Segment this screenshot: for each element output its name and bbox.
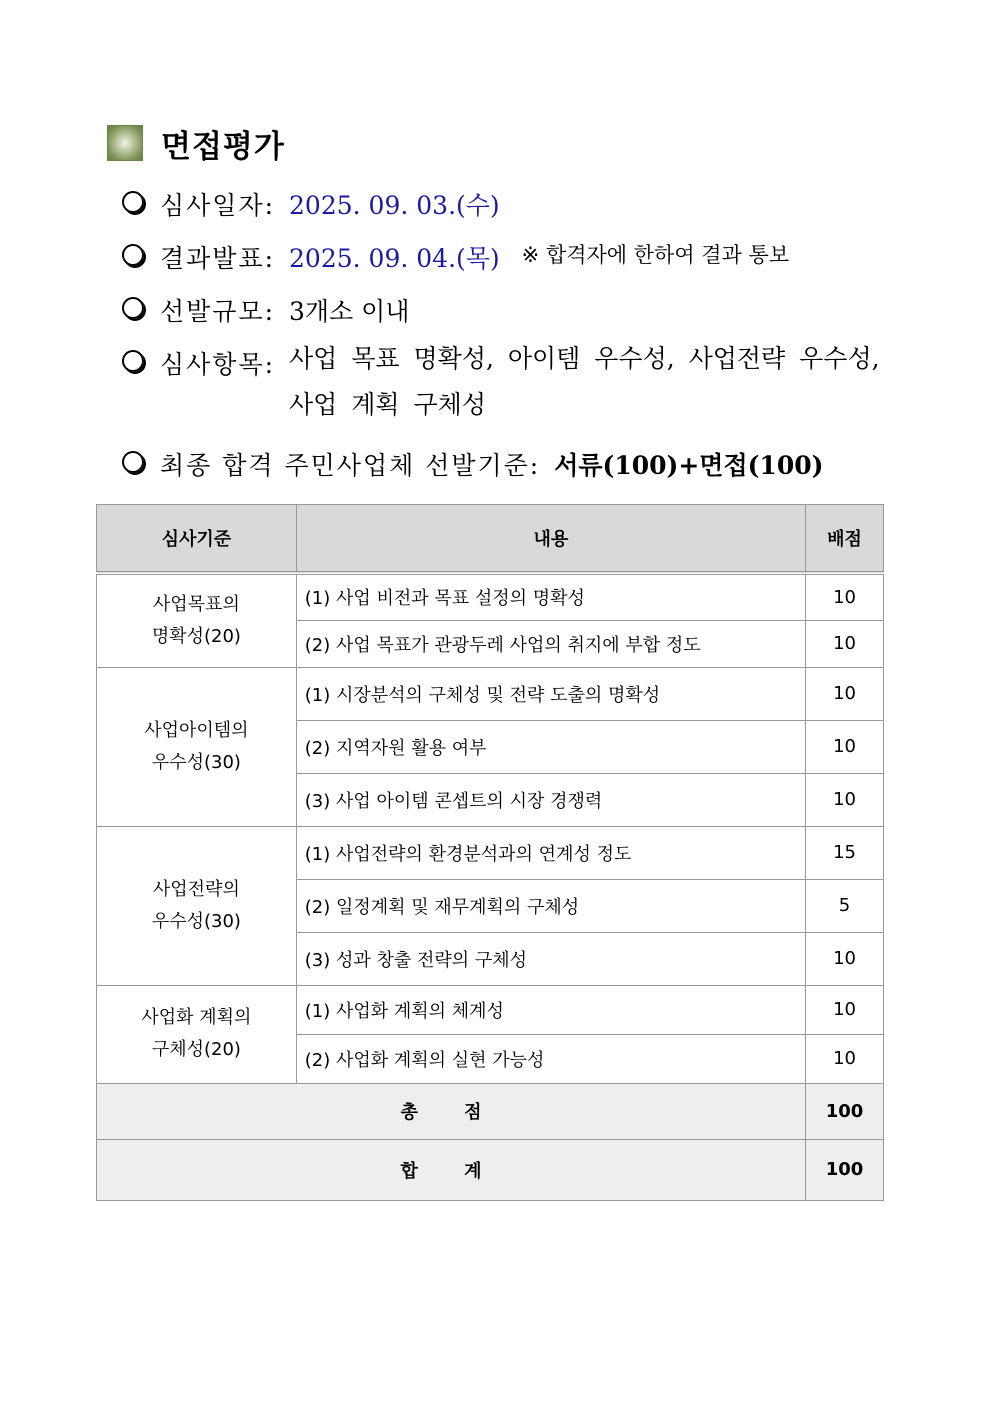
table-row — [97, 826, 884, 879]
content-cell: (2) 사업화 계획의 실현 가능성 — [296, 1034, 805, 1083]
bullet-review-items — [122, 345, 899, 428]
section-title: 면접평가 — [161, 128, 285, 165]
circle-bullet-icon — [122, 451, 144, 473]
category-line: 우수성(30) — [151, 910, 241, 932]
bullet-review-date — [122, 186, 500, 222]
bullet-final-criteria — [122, 446, 823, 482]
result-note: ※ 합격자에 한하여 결과 통보 — [521, 243, 790, 267]
bullet-result-date — [122, 239, 789, 275]
bullet-value: 3개소 이내 — [289, 297, 410, 326]
bullet-label: 최종 합격 주민사업체 선발기준: — [160, 451, 541, 480]
content-cell: (2) 지역자원 활용 여부 — [296, 720, 805, 773]
table-header-row — [97, 505, 884, 574]
total-value: 100 — [806, 1139, 884, 1200]
total-row — [97, 1139, 884, 1200]
category-line: 사업화 계획의 — [141, 1007, 252, 1028]
bullet-value: 서류(100)+면접(100) — [554, 451, 824, 480]
content-cell: (1) 사업 비전과 목표 설정의 명확성 — [296, 573, 805, 620]
circle-bullet-icon — [122, 191, 144, 213]
content-cell: (1) 사업화 계획의 체계성 — [296, 985, 805, 1034]
content-cell: (3) 사업 아이템 콘셉트의 시장 경쟁력 — [296, 773, 805, 826]
circle-bullet-icon — [122, 350, 144, 372]
score-cell: 10 — [806, 773, 884, 826]
category-line: 사업전략의 — [152, 878, 240, 900]
section-header — [107, 124, 285, 165]
table-row — [97, 667, 884, 720]
score-cell: 10 — [806, 667, 884, 720]
category-cell — [97, 667, 297, 826]
circle-bullet-icon — [122, 297, 144, 319]
section-square-icon — [107, 125, 143, 161]
subtotal-value: 100 — [806, 1083, 884, 1139]
bullet-selection-scale — [122, 292, 409, 328]
score-cell: 5 — [806, 879, 884, 932]
header-criteria: 심사기준 — [97, 505, 297, 574]
score-cell: 10 — [806, 573, 884, 620]
bullet-label: 심사항목: — [160, 350, 276, 379]
score-cell: 10 — [806, 932, 884, 985]
circle-bullet-icon — [122, 244, 144, 266]
content-cell: (1) 시장분석의 구체성 및 전략 도출의 명확성 — [296, 667, 805, 720]
content-cell: (2) 일정계획 및 재무계획의 구체성 — [296, 879, 805, 932]
bullet-label: 심사일자: — [160, 191, 276, 220]
category-line: 우수성(30) — [151, 751, 241, 773]
subtotal-label: 총 점 — [97, 1083, 806, 1139]
bullet-label: 선발규모: — [160, 297, 276, 326]
content-cell: (2) 사업 목표가 관광두레 사업의 취지에 부합 정도 — [296, 620, 805, 667]
header-score: 배점 — [806, 505, 884, 574]
bullet-value: 2025. 09. 03.(수) — [289, 191, 500, 220]
category-line: 명확성(20) — [151, 625, 241, 647]
total-label: 합 계 — [97, 1139, 806, 1200]
subtotal-row — [97, 1083, 884, 1139]
category-line: 사업목표의 — [152, 593, 240, 615]
score-cell: 15 — [806, 826, 884, 879]
score-cell: 10 — [806, 1034, 884, 1083]
table-row — [97, 985, 884, 1034]
score-cell: 10 — [806, 985, 884, 1034]
table-row — [97, 573, 884, 620]
evaluation-table — [96, 504, 884, 1201]
bullet-label: 결과발표: — [160, 244, 276, 273]
category-cell — [97, 826, 297, 985]
category-cell — [97, 985, 297, 1083]
score-cell: 10 — [806, 720, 884, 773]
content-cell: (1) 사업전략의 환경분석과의 연계성 정도 — [296, 826, 805, 879]
content-cell: (3) 성과 창출 전략의 구체성 — [296, 932, 805, 985]
bullet-value: 사업 목표 명확성, 아이템 우수성, 사업전략 우수성, 사업 계획 구체성 — [289, 344, 880, 419]
score-cell: 10 — [806, 620, 884, 667]
category-line: 구체성(20) — [151, 1039, 241, 1060]
category-cell — [97, 573, 297, 667]
header-content: 내용 — [296, 505, 805, 574]
category-line: 사업아이템의 — [144, 719, 249, 741]
bullet-value: 2025. 09. 04.(목) — [289, 244, 500, 273]
